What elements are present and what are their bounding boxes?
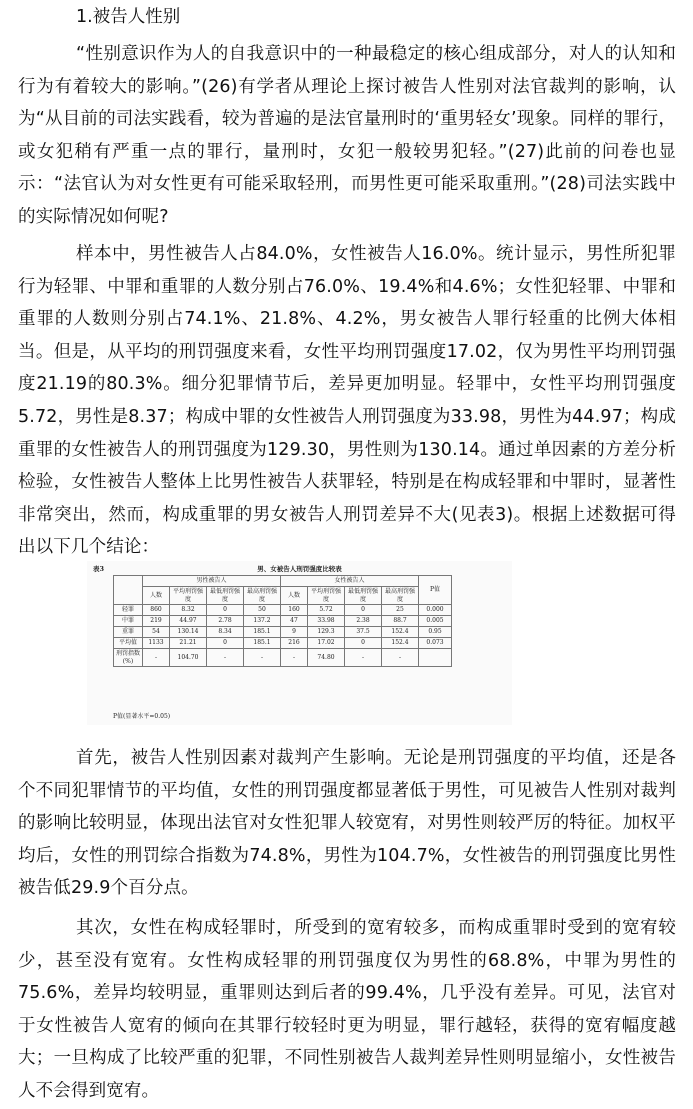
table-cell: 8.32 <box>170 605 207 616</box>
table-row <box>114 605 452 616</box>
table-figure <box>87 561 512 725</box>
table-cell: 0 <box>345 605 382 616</box>
table-cell <box>419 649 452 667</box>
table-cell: 219 <box>143 616 170 627</box>
table-cell: 33.98 <box>308 616 345 627</box>
table-row-label: 平均值 <box>114 638 143 649</box>
table-cell: 0.000 <box>419 605 452 616</box>
table-cell: 37.5 <box>345 627 382 638</box>
paragraph-intro: “性别意识作为人的自我意识中的一种最稳定的核心组成部分，对人的认知和行为有着较大的影响。”(26)有学者从理论上探讨被告人性别对法官裁判的影响，认为“从目前的司法实践看，较为普遍的是法官量刑时的‘重男轻女’现象。同样的罪行，或女犯稍有严重一点的罪行，量刑时，女犯一般较男犯轻。”(27)此前的问卷也显示：“法官认为对女性更有可能采取轻刑，而男性更可能采取重刑。”(28)司法实践中的实际情况如何呢? <box>18 44 676 227</box>
table-cell: - <box>143 649 170 667</box>
table-cell: 9 <box>281 627 308 638</box>
table-cell: 129.3 <box>308 627 345 638</box>
table-row-label: 中罪 <box>114 616 143 627</box>
table-cell: - <box>281 649 308 667</box>
table-cell: 152.4 <box>382 627 419 638</box>
table-cell: 160 <box>281 605 308 616</box>
section-heading: 1.被告人性别 <box>76 7 181 27</box>
table-row <box>114 638 452 649</box>
table-cell: 137.2 <box>244 616 281 627</box>
table-cell: 25 <box>382 605 419 616</box>
table-row-label: 重罪 <box>114 627 143 638</box>
table-cell: 21.21 <box>170 638 207 649</box>
table-note: P值(显著水平=0.05) <box>113 713 171 720</box>
table-cell: 0 <box>207 605 244 616</box>
table-subheader: 人数 <box>143 587 170 605</box>
table-row-label: 刑罚指数(%) <box>114 649 143 667</box>
table-cell: - <box>244 649 281 667</box>
table-cell: 185.1 <box>244 627 281 638</box>
table-cell: 104.70 <box>170 649 207 667</box>
table-row <box>114 616 452 627</box>
paragraph-conclusion-2: 其次，女性在构成轻罪时，所受到的宽宥较多，而构成重罪时受到的宽宥较少，甚至没有宽宥。女性构成轻罪的刑罚强度仅为男性的68.8%，中罪为男性的75.6%，差异均较明显，重罪则达到后者的99.4%，几乎没有差异。可见，法官对于女性被告人宽宥的倾向在其罪行较轻时更为明显，罪行越轻，获得的宽宥幅度越大；一旦构成了比较严重的犯罪，不同性别被告人裁判差异性则明显缩小，女性被告人不会得到宽宥。 <box>18 918 676 1101</box>
table-subheader: 最低刑罚强度 <box>207 587 244 605</box>
paragraph-statistics: 样本中，男性被告人占84.0%，女性被告人16.0%。统计显示，男性所犯罪行为轻罪、中罪和重罪的人数分别占76.0%、19.4%和4.6%；女性犯轻罪、中罪和重罪的人数则分别占74.1%、21.8%、4.2%，男女被告人罪行轻重的比例大体相当。但是，从平均的刑罚强度来看，女性平均刑罚强度17.02，仅为男性平均刑罚强度21.19的80.3%。细分犯罪情节后，差异更加明显。轻罪中，女性平均刑罚强度5.72，男性是8.37；构成中罪的女性被告人刑罚强度为33.98，男性为44.97；构成重罪的女性被告人的刑罚强度为129.30，男性则为130.14。通过单因素的方差分析检验，女性被告人整体上比男性被告人获罪轻，特别是在构成轻罪和中罪时，显著性非常突出，然而，构成重罪的男女被告人刑罚差异不大(见表3)。根据上述数据可得出以下几个结论： <box>18 244 676 558</box>
table-cell: 130.14 <box>170 627 207 638</box>
table-cell: 216 <box>281 638 308 649</box>
table-cell: 5.72 <box>308 605 345 616</box>
table-cell: - <box>382 649 419 667</box>
table-subheader: 平均刑罚强度 <box>308 587 345 605</box>
table-subheader: 最高刑罚强度 <box>382 587 419 605</box>
paragraph-conclusion-1: 首先，被告人性别因素对裁判产生影响。无论是刑罚强度的平均值，还是各个不同犯罪情节的平均值，女性的刑罚强度都显著低于男性，可见被告人性别对裁判的影响比较明显，体现出法官对女性犯罪人较宽宥，对男性则较严厉的特征。加权平均后，女性的刑罚综合指数为74.8%，男性为104.7%，女性被告的刑罚强度比男性被告低29.9个百分点。 <box>18 748 676 899</box>
table-cell: 88.7 <box>382 616 419 627</box>
table-cell: 860 <box>143 605 170 616</box>
table-cell: 50 <box>244 605 281 616</box>
table-row-label: 轻罪 <box>114 605 143 616</box>
table-subheader-row <box>114 587 452 605</box>
table-number: 表3 <box>93 565 105 573</box>
table-group-female: 女性被告人 <box>281 576 419 587</box>
table-corner-cell <box>114 576 143 605</box>
table-cell: 185.1 <box>244 638 281 649</box>
table-cell: 17.02 <box>308 638 345 649</box>
table-cell: 8.34 <box>207 627 244 638</box>
table-cell: 0.95 <box>419 627 452 638</box>
table-cell: 0.005 <box>419 616 452 627</box>
table-subheader: 最低刑罚强度 <box>345 587 382 605</box>
table-row <box>114 649 452 667</box>
table-cell: 47 <box>281 616 308 627</box>
table-group-male: 男性被告人 <box>143 576 281 587</box>
table-cell: 2.78 <box>207 616 244 627</box>
table-p-header: P值 <box>419 576 452 605</box>
comparison-table <box>113 575 452 667</box>
table-cell: 0 <box>345 638 382 649</box>
table-cell: 74.80 <box>308 649 345 667</box>
table-cell: 0 <box>207 638 244 649</box>
table-cell: 1133 <box>143 638 170 649</box>
table-cell: 2.38 <box>345 616 382 627</box>
table-subheader: 平均刑罚强度 <box>170 587 207 605</box>
table-cell: 44.97 <box>170 616 207 627</box>
table-cell: - <box>345 649 382 667</box>
table-subheader: 最高刑罚强度 <box>244 587 281 605</box>
table-cell: 54 <box>143 627 170 638</box>
table-header-row <box>114 576 452 587</box>
table-cell: 0.073 <box>419 638 452 649</box>
table-cell: 152.4 <box>382 638 419 649</box>
table-cell: - <box>207 649 244 667</box>
table-caption: 男、女被告人刑罚强度比较表 <box>257 565 342 573</box>
table-row <box>114 627 452 638</box>
table-subheader: 人数 <box>281 587 308 605</box>
